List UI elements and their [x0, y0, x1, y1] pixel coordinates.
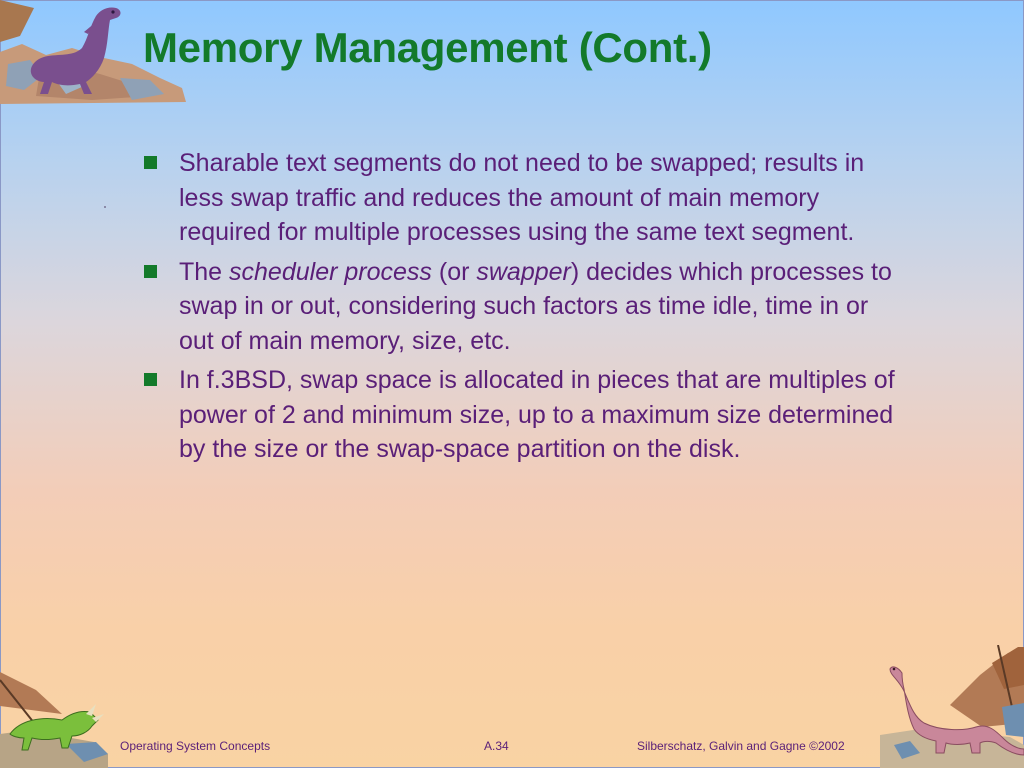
footer-copyright: Silberschatz, Galvin and Gagne ©2002: [637, 739, 845, 753]
bullet-text-segment: In f.3BSD, swap space is allocated in pieces that are multiples of power of 2 and minimum size, up to a maximum size determined by the size or the swap-space partition on the disk.: [179, 366, 895, 463]
bullet-list: [143, 146, 903, 472]
tiny-mark: [104, 206, 106, 208]
bullet-text-segment: ) decides which processes to swap in or out, considering such factors as time idle, time in or out of main memory, size, etc.: [179, 257, 892, 355]
bullet-text-segment: (or: [431, 257, 477, 286]
bullet-text-segment: Sharable text segments do not need to be swapped; results in less swap traffic and reduces the amount of main memory required for multiple processes using the same text segment.: [179, 149, 865, 246]
slide-title: Memory Management (Cont.): [143, 24, 712, 71]
bullet-text: [179, 149, 864, 246]
brontosaurus-icon: [880, 645, 1024, 768]
square-bullet-icon: [144, 265, 157, 278]
footer-book-title: Operating System Concepts: [120, 739, 271, 753]
bullet-item: [143, 146, 903, 250]
bullet-item: [143, 363, 903, 467]
bullet-italic-term: scheduler process: [229, 257, 432, 286]
bullet-text: [179, 366, 895, 463]
footer-page-number: A.34: [484, 739, 509, 753]
square-bullet-icon: [144, 373, 157, 386]
triceratops-icon: [0, 672, 110, 768]
bullet-italic-term: swapper: [476, 257, 571, 286]
bullet-text: [179, 258, 892, 355]
square-bullet-icon: [144, 156, 157, 169]
bullet-text-segment: The: [179, 257, 230, 286]
bullet-item: [143, 255, 903, 359]
